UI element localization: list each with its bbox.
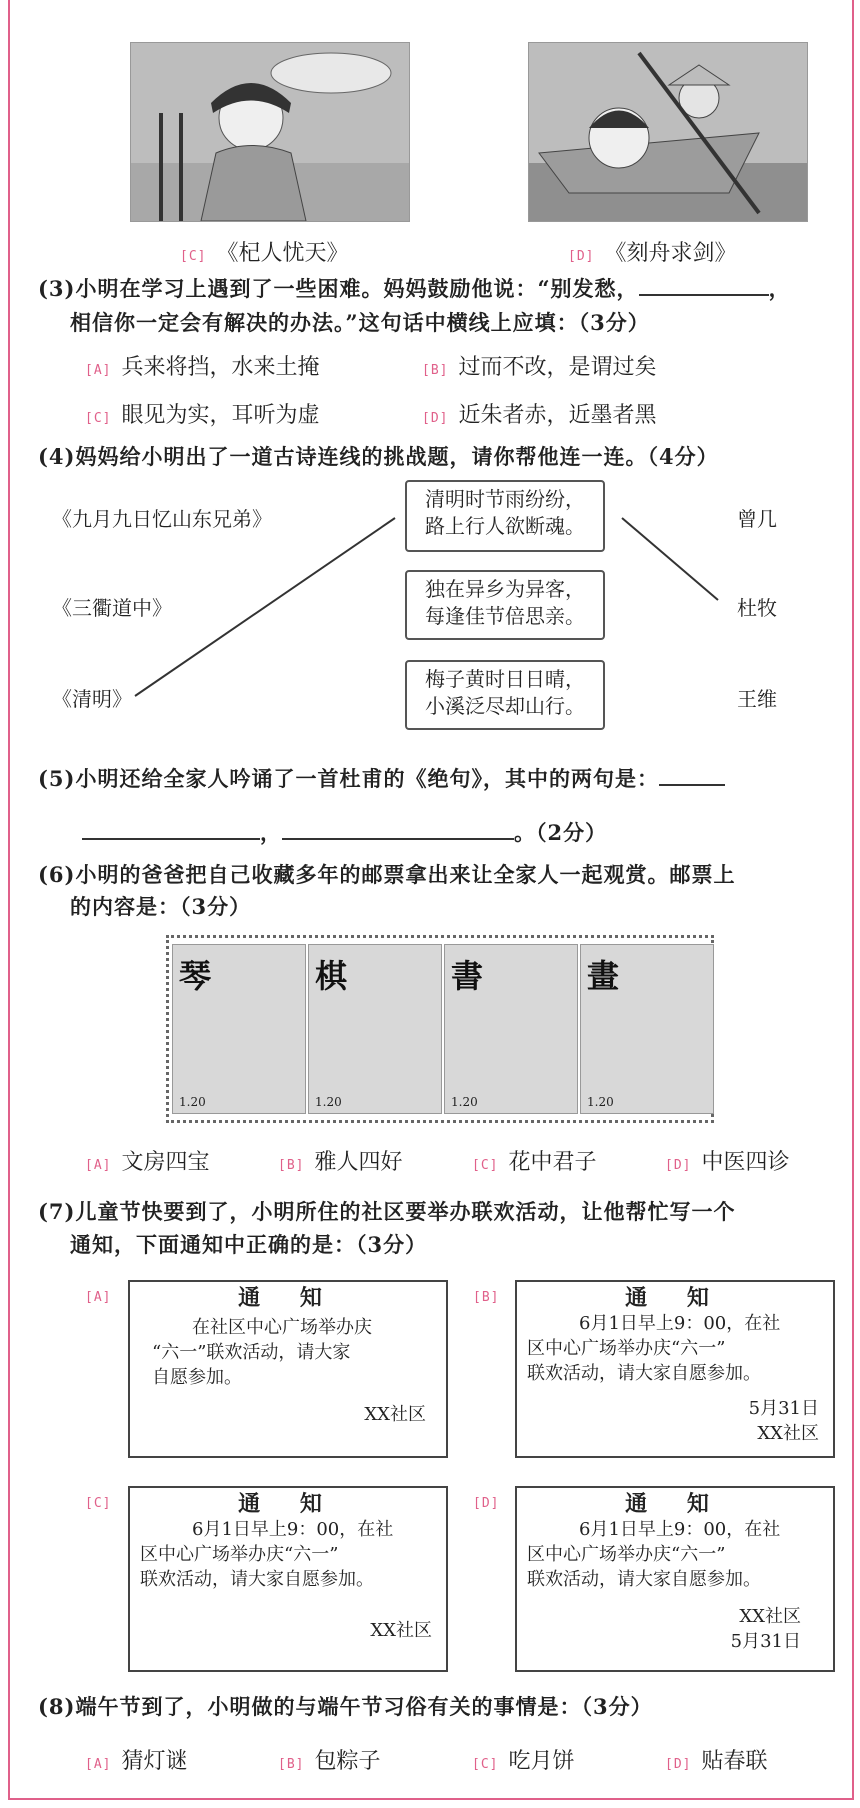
q5-question: (5)小明还给全家人吟诵了一首杜甫的《绝句》，其中的两句是： xyxy=(38,762,848,796)
notice-d[interactable]: 通 知 6月1日早上9：00，在社 区中心广场举办庆“六一” 联欢活动，请大家自愿参加。 XX社区 5月31日 xyxy=(515,1486,835,1672)
notice-b-tag[interactable]: [B] xyxy=(473,1290,500,1305)
notice-c-tag[interactable]: [C] xyxy=(85,1496,112,1511)
poem-title-2[interactable]: 《三衢道中》 xyxy=(52,596,172,620)
poem-box-3[interactable]: 梅子黄时日日晴， 小溪泛尽却山行。 xyxy=(405,660,605,730)
q3-line2: 相信你一定会有解决的办法。”这句话中横线上应填：（3分） xyxy=(70,310,650,335)
notice-b[interactable]: 通 知 6月1日早上9：00，在社 区中心广场举办庆“六一” 联欢活动，请大家自愿参加。 5月31日 XX社区 xyxy=(515,1280,835,1458)
q8-option-c[interactable]: [C] 吃月饼 xyxy=(472,1749,575,1774)
notice-a[interactable]: 通 知 在社区中心广场举办庆 “六一”联欢活动，请大家 自愿参加。 XX社区 xyxy=(128,1280,448,1458)
poet-1[interactable]: 曾几 xyxy=(737,507,777,531)
q3-option-c[interactable]: [C] 眼见为实，耳听为虚 xyxy=(85,403,320,428)
q4-question: (4)妈妈给小明出了一道古诗连线的挑战题，请你帮他连一连。（4分） xyxy=(38,444,719,469)
q5-blank-1[interactable] xyxy=(659,762,725,786)
q3-option-a[interactable]: [A] 兵来将挡，水来土掩 xyxy=(85,355,320,380)
q7-line2: 通知，下面通知中正确的是：（3分） xyxy=(70,1232,428,1257)
line-dumu xyxy=(622,518,718,600)
q3-option-b[interactable]: [B] 过而不改，是谓过矣 xyxy=(422,355,657,380)
poet-2[interactable]: 杜牧 xyxy=(737,596,777,620)
q4-connection-lines xyxy=(0,0,860,760)
q6-option-c[interactable]: [C] 花中君子 xyxy=(472,1150,597,1175)
q8-option-b[interactable]: [B] 包粽子 xyxy=(278,1749,381,1774)
stamp-qin: 琴 1.20 xyxy=(172,944,306,1114)
caption-d: [D] 《刻舟求剑》 xyxy=(568,241,737,266)
poem-title-1[interactable]: 《九月九日忆山东兄弟》 xyxy=(52,507,272,531)
q5-blanks: ， 。（2分） xyxy=(82,816,607,850)
stamp-shu: 書 1.20 xyxy=(444,944,578,1114)
poem-box-1[interactable]: 清明时节雨纷纷， 路上行人欲断魂。 xyxy=(405,480,605,552)
q6-line2: 的内容是：（3分） xyxy=(70,894,252,919)
q6-option-d[interactable]: [D] 中医四诊 xyxy=(665,1150,790,1175)
q6-option-a[interactable]: [A] 文房四宝 xyxy=(85,1150,210,1175)
q8-question: (8)端午节到了，小明做的与端午节习俗有关的事情是：（3分） xyxy=(38,1694,653,1719)
notice-a-tag[interactable]: [A] xyxy=(85,1290,112,1305)
q5-blank-3[interactable] xyxy=(282,816,514,840)
notice-d-tag[interactable]: [D] xyxy=(473,1496,500,1511)
line-qingming xyxy=(135,518,395,696)
stamp-sheet xyxy=(166,935,714,1123)
q3-option-d[interactable]: [D] 近朱者赤，近墨者黑 xyxy=(422,403,657,428)
caption-c: [C] 《杞人忧天》 xyxy=(180,241,349,266)
notice-c[interactable]: 通 知 6月1日早上9：00，在社 区中心广场举办庆“六一” 联欢活动，请大家自愿参加。 XX社区 xyxy=(128,1486,448,1672)
q8-option-d[interactable]: [D] 贴春联 xyxy=(665,1749,768,1774)
poem-title-3[interactable]: 《清明》 xyxy=(52,687,132,711)
q3-line1: (3)小明在学习上遇到了一些困难。妈妈鼓励他说：“别发愁， ， xyxy=(38,272,848,306)
stamp-hua: 畫 1.20 xyxy=(580,944,714,1114)
q7-line1: (7)儿童节快要到了，小明所住的社区要举办联欢活动，让他帮忙写一个 xyxy=(38,1199,736,1224)
stamp-qi: 棋 1.20 xyxy=(308,944,442,1114)
q8-option-a[interactable]: [A] 猜灯谜 xyxy=(85,1749,188,1774)
q6-option-b[interactable]: [B] 雅人四好 xyxy=(278,1150,403,1175)
poem-box-2[interactable]: 独在异乡为异客， 每逢佳节倍思亲。 xyxy=(405,570,605,640)
poet-3[interactable]: 王维 xyxy=(737,687,777,711)
q5-blank-2[interactable] xyxy=(82,816,260,840)
q6-line1: (6)小明的爸爸把自己收藏多年的邮票拿出来让全家人一起观赏。邮票上 xyxy=(38,862,736,887)
